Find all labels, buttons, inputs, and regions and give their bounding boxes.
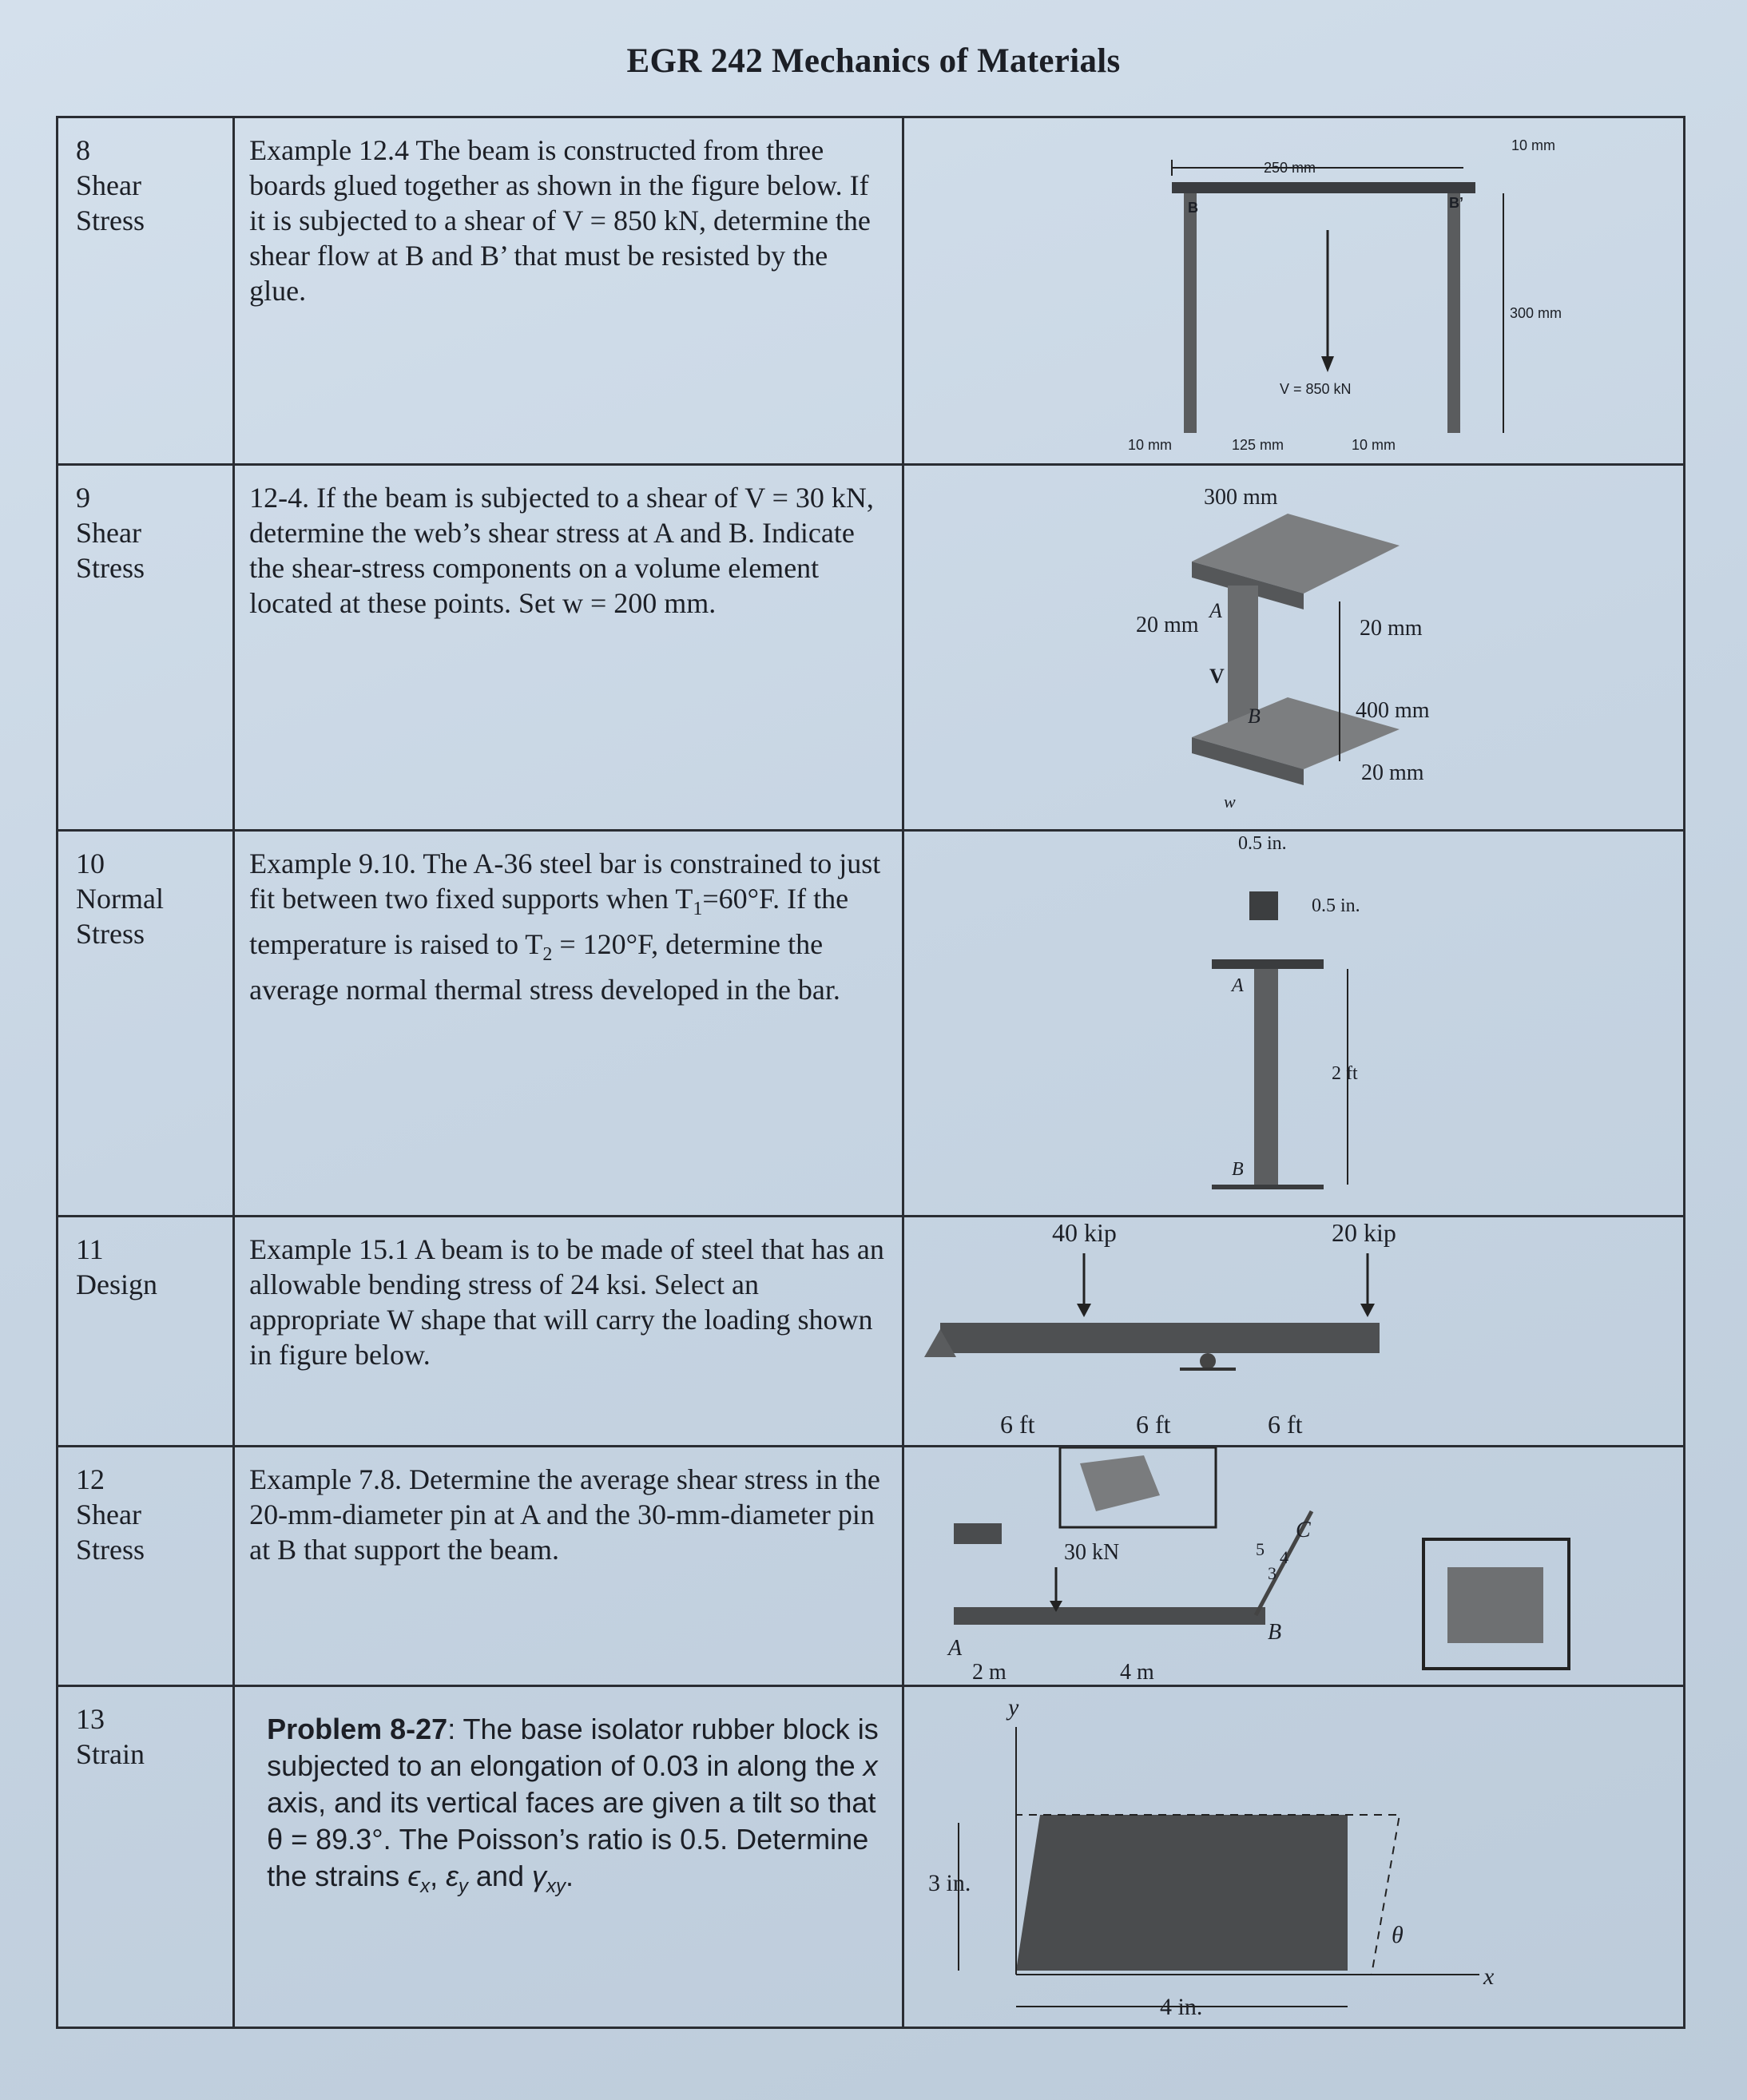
dist-2-label: 4 m [1119, 1660, 1154, 1682]
pinned-beam-figure [904, 1447, 1683, 1682]
topic-cell [58, 1686, 234, 2028]
dim-bottom-left: 10 mm [1127, 437, 1172, 453]
problem-table [56, 116, 1685, 2029]
problem-text: Problem 8-27: The base isolator rubber block is subjected to an elongation of 0.03 in along the x axis, and its vertical faces are given a tilt so that θ = 89.3°. The Poisson’s ratio is 0.5. Determine the strains $\epsilon_x$, $\varepsilon_y$ and $\gamma_{xy}$. [267, 1713, 879, 1898]
point-a-label: A [1231, 975, 1244, 996]
row-number: 10 [76, 848, 105, 879]
topic-cell [58, 1217, 234, 1447]
x-axis-label: x [1483, 1963, 1494, 1990]
point-a-label: A [947, 1636, 962, 1661]
point-b-label: B [1267, 1620, 1281, 1645]
dim-top-width: 250 mm [1263, 160, 1316, 176]
table-row [58, 465, 1685, 831]
page-title: EGR 242 Mechanics of Materials [626, 42, 1121, 80]
topic-label: Stress [76, 1534, 145, 1566]
topic-label: Normal [76, 883, 164, 915]
point-b-label: B [1187, 200, 1198, 216]
constrained-bar-figure [904, 832, 1683, 1213]
point-b-prime-label: B’ [1448, 195, 1463, 211]
description-cell [234, 831, 903, 1217]
bar-height-label: 0.5 in. [1311, 895, 1360, 916]
table-row [58, 1686, 1685, 2028]
dim-bottom-mid: 125 mm [1231, 437, 1284, 453]
slope-4-label: 4 [1279, 1547, 1288, 1567]
topic-label: Design [76, 1268, 157, 1300]
point-c-label: C [1295, 1518, 1311, 1542]
point-b-label: B [1247, 705, 1261, 728]
table-row [58, 1447, 1685, 1686]
row-number: 8 [76, 134, 90, 166]
y-axis-label: y [1007, 1694, 1018, 1721]
span-2-label: 6 ft [1135, 1410, 1171, 1439]
load-right-label: 20 kip [1331, 1218, 1396, 1247]
loaded-beam-figure [904, 1217, 1683, 1443]
figure-cell [903, 1686, 1685, 2028]
topic-label: Strain [76, 1738, 145, 1770]
span-1-label: 6 ft [999, 1410, 1035, 1439]
left-thick-label: 20 mm [1135, 613, 1199, 637]
description-cell [234, 117, 903, 465]
bar-width-label: 0.5 in. [1237, 833, 1287, 854]
topic-label: Shear [76, 517, 141, 549]
row-number: 9 [76, 482, 90, 514]
row-number: 12 [76, 1463, 105, 1495]
topic-cell [58, 465, 234, 831]
length-label: 2 ft [1331, 1063, 1358, 1084]
theta-label: θ [1391, 1922, 1404, 1948]
w-label: w [1223, 792, 1236, 812]
dist-1-label: 2 m [971, 1660, 1007, 1682]
load-label: 30 kN [1063, 1540, 1119, 1565]
shear-v-label: V [1209, 665, 1225, 688]
topic-label: Shear [76, 1499, 141, 1530]
table-row [58, 1217, 1685, 1447]
problem-text: 12-4. If the beam is subjected to a shear of V = 30 kN, determine the web’s shear stress at A and B. Indicate the shear-stress components on a volume element located at these points. Set w = 200 mm. [249, 482, 874, 619]
table-row [58, 831, 1685, 1217]
flange-width-label: 300 mm [1203, 485, 1278, 510]
topic-label: Stress [76, 204, 145, 236]
table-row [58, 117, 1685, 465]
figure-cell [903, 465, 1685, 831]
shear-label: V = 850 kN [1279, 381, 1352, 397]
problem-text: Example 7.8. Determine the average shear stress in the 20-mm-diameter pin at A and the 30-mm-diameter pin at B that support the beam. [249, 1463, 880, 1566]
topic-cell [58, 1447, 234, 1686]
box-beam-figure [904, 118, 1683, 462]
description-cell [234, 465, 903, 831]
figure-cell [903, 117, 1685, 465]
topic-cell [58, 117, 234, 465]
depth-label: 400 mm [1355, 698, 1430, 723]
load-left-label: 40 kip [1051, 1218, 1117, 1247]
height-label: 3 in. [927, 1870, 971, 1896]
topic-label: Stress [76, 918, 145, 950]
dim-height: 300 mm [1509, 305, 1562, 321]
description-cell [234, 1217, 903, 1447]
topic-cell [58, 831, 234, 1217]
rubber-block-figure [904, 1687, 1683, 2024]
wide-flange-beam-figure [904, 466, 1683, 827]
point-a-label: A [1209, 599, 1222, 622]
description-cell [234, 1447, 903, 1686]
dim-bottom-right: 10 mm [1351, 437, 1396, 453]
width-label: 4 in. [1159, 1994, 1202, 2020]
figure-cell [903, 1217, 1685, 1447]
problem-text: Example 15.1 A beam is to be made of steel that has an allowable bending stress of 24 ksi. Select an appropriate W shape that will carry the loading shown in figure below. [249, 1233, 884, 1371]
topic-label: Stress [76, 552, 145, 584]
topic-label: Shear [76, 169, 141, 201]
figure-cell [903, 1447, 1685, 1686]
dim-flange-thick: 10 mm [1511, 137, 1555, 153]
figure-cell [903, 831, 1685, 1217]
bottom-thick-label: 20 mm [1360, 760, 1424, 785]
span-3-label: 6 ft [1267, 1410, 1303, 1439]
slope-5-label: 5 [1255, 1539, 1265, 1559]
point-b-label: B [1231, 1159, 1244, 1180]
slope-3-label: 3 [1267, 1563, 1277, 1583]
row-number: 13 [76, 1703, 105, 1735]
row-number: 11 [76, 1233, 104, 1265]
description-cell [234, 1686, 903, 2028]
web-thick-label: 20 mm [1359, 616, 1423, 641]
problem-text: Example 12.4 The beam is constructed from three boards glued together as shown in the figure below. If it is subjected to a shear of V = 850 kN, determine the shear flow at B and B’ that must be resisted by the glue. [249, 134, 871, 307]
problem-text: Example 9.10. The A-36 steel bar is constrained to just fit between two fixed supports when $T_1=60^\circ F$. If the temperature is raised to $T_2 = 120^\circ F$, determine the average normal thermal stress developed in the bar. [249, 848, 881, 1006]
